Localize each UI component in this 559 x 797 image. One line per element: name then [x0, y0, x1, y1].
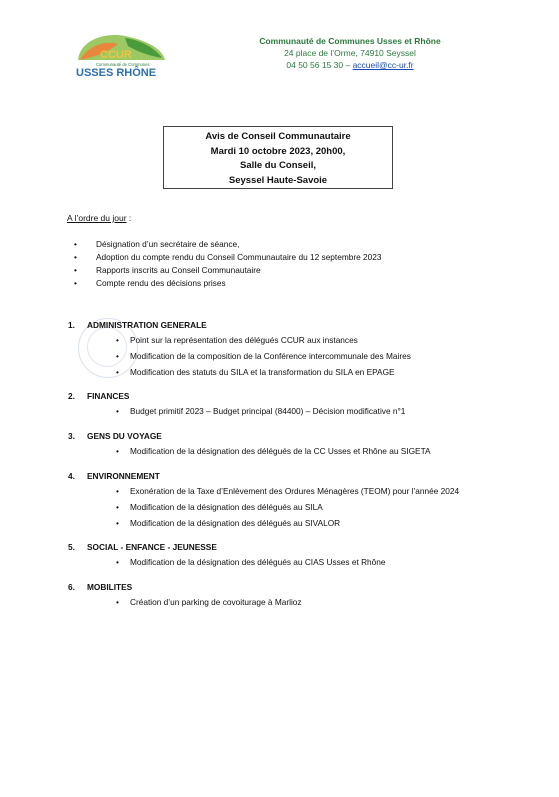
logo-name: USSES RHÔNE [76, 67, 157, 79]
section-item: • Modification de la désignation des délégués au SILA [68, 499, 538, 515]
section-number: 4. [68, 471, 75, 481]
logo-text: CCUR [100, 49, 132, 61]
org-contact [230, 59, 470, 71]
section-item: • Modification de la désignation des délégués de la CC Usses et Rhône au SIGETA [68, 443, 538, 459]
section-environnement [68, 469, 538, 531]
section-title: FINANCES [87, 391, 130, 401]
section-heading [68, 580, 538, 594]
section-item: • Modification des statuts du SILA et la transformation du SILA en EPAGE [68, 364, 538, 380]
section-items [68, 332, 538, 380]
section-social [68, 540, 538, 570]
section-number: 1. [68, 320, 75, 330]
section-mobilites [68, 580, 538, 610]
section-items [68, 554, 538, 570]
meeting-notice-box [163, 126, 393, 189]
agenda-list [70, 238, 382, 290]
org-email-link[interactable]: accueil@cc-ur.fr [352, 60, 414, 70]
section-title: ADMINISTRATION GENERALE [87, 320, 207, 330]
section-title: MOBILITES [87, 582, 133, 592]
notice-room: Salle du Conseil, [239, 160, 317, 171]
agenda-item: • Compte rendu des décisions prises [70, 277, 382, 290]
section-gens-du-voyage [68, 429, 538, 459]
section-item: • Point sur la représentation des délégués CCUR aux instances [68, 332, 538, 348]
org-phone: 04 50 56 15 30 – [286, 60, 351, 70]
section-title: SOCIAL - ENFANCE - JEUNESSE [87, 542, 217, 552]
section-administration [68, 318, 538, 380]
logo-graphic [70, 30, 170, 80]
agenda-heading-colon: : [126, 213, 132, 223]
section-item: • Modification de la composition de la Conférence intercommunale des Maires [68, 348, 538, 364]
notice-title: Avis de Conseil Communautaire [205, 131, 351, 142]
notice-location: Seyssel Haute-Savoie [228, 174, 328, 186]
notice-date: Mardi 10 octobre 2023, 20h00, [210, 145, 346, 157]
section-finances [68, 389, 538, 419]
section-title: GENS DU VOYAGE [87, 431, 162, 441]
agenda-item: • Désignation d’un secrétaire de séance, [70, 238, 382, 251]
ccur-logo [70, 30, 170, 80]
agenda-item: • Rapports inscrits au Conseil Communautaire [70, 264, 382, 277]
section-heading [68, 318, 538, 332]
section-item: • Exonération de la Taxe d’Enlèvement des Ordures Ménagères (TEOM) pour l’année 2024 [68, 483, 538, 499]
section-item: • Création d’un parking de covoiturage à Marlioz [68, 594, 538, 610]
section-heading [68, 389, 538, 403]
organization-info [230, 35, 470, 71]
section-item: • Modification de la désignation des délégués au CIAS Usses et Rhône [68, 554, 538, 570]
org-name: Communauté de Communes Usses et Rhône [259, 36, 441, 46]
section-items [68, 443, 538, 459]
section-item: • Budget primitif 2023 – Budget principal (84400) – Décision modificative n°1 [68, 403, 538, 419]
section-number: 5. [68, 542, 75, 552]
section-heading [68, 469, 538, 483]
section-heading [68, 429, 538, 443]
agenda-heading-text: A l’ordre du jour [67, 213, 127, 223]
section-items [68, 594, 538, 610]
section-number: 3. [68, 431, 75, 441]
section-number: 2. [68, 391, 75, 401]
agenda-heading [67, 213, 131, 223]
logo-subtitle: Communauté de Communes [96, 62, 150, 67]
agenda-item: • Adoption du compte rendu du Conseil Communautaire du 12 septembre 2023 [70, 251, 382, 264]
section-items [68, 403, 538, 419]
section-items [68, 483, 538, 531]
section-heading [68, 540, 538, 554]
section-item: • Modification de la désignation des délégués au SIVALOR [68, 515, 538, 531]
section-number: 6. [68, 582, 75, 592]
org-address: 24 place de l’Orme, 74910 Seyssel [284, 48, 416, 58]
section-title: ENVIRONNEMENT [87, 471, 160, 481]
agenda-sections [68, 318, 538, 610]
